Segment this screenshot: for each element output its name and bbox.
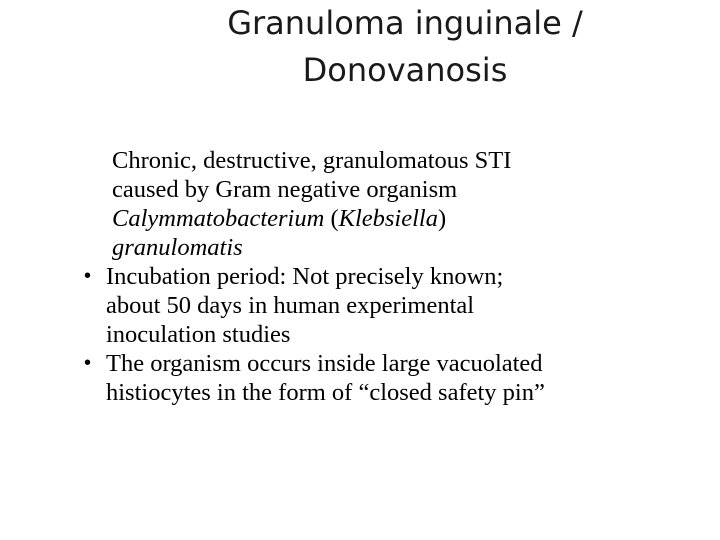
text-line: caused by Gram negative organism bbox=[112, 176, 458, 203]
text-line: The organism occurs inside large vacuolated bbox=[106, 350, 543, 377]
bullet-icon: • bbox=[84, 265, 92, 287]
bullet-icon: • bbox=[84, 352, 92, 374]
text-line: histiocytes in the form of “closed safety pin” bbox=[106, 379, 545, 406]
list-item-incubation bbox=[30, 262, 690, 349]
text-line: about 50 days in human experimental bbox=[106, 292, 475, 319]
list-item-histology bbox=[30, 349, 690, 407]
paren-open: ( bbox=[324, 205, 339, 232]
text-line: Chronic, destructive, granulomatous STI bbox=[112, 147, 512, 174]
organism-alt-genus: Klebsiella bbox=[338, 205, 438, 232]
list-item-definition bbox=[30, 146, 690, 262]
title-line-2: Donovanosis bbox=[302, 51, 508, 89]
slide-title bbox=[150, 0, 660, 94]
slide-body bbox=[30, 146, 690, 407]
organism-genus: Calymmatobacterium bbox=[112, 205, 325, 232]
title-line-1: Granuloma inguinale / bbox=[227, 4, 583, 42]
text-line: Incubation period: Not precisely known; bbox=[106, 263, 504, 290]
paren-close: ) bbox=[437, 205, 447, 232]
text-line: inoculation studies bbox=[106, 321, 291, 348]
organism-species: granulomatis bbox=[112, 234, 243, 261]
organism-name-line bbox=[112, 204, 690, 233]
